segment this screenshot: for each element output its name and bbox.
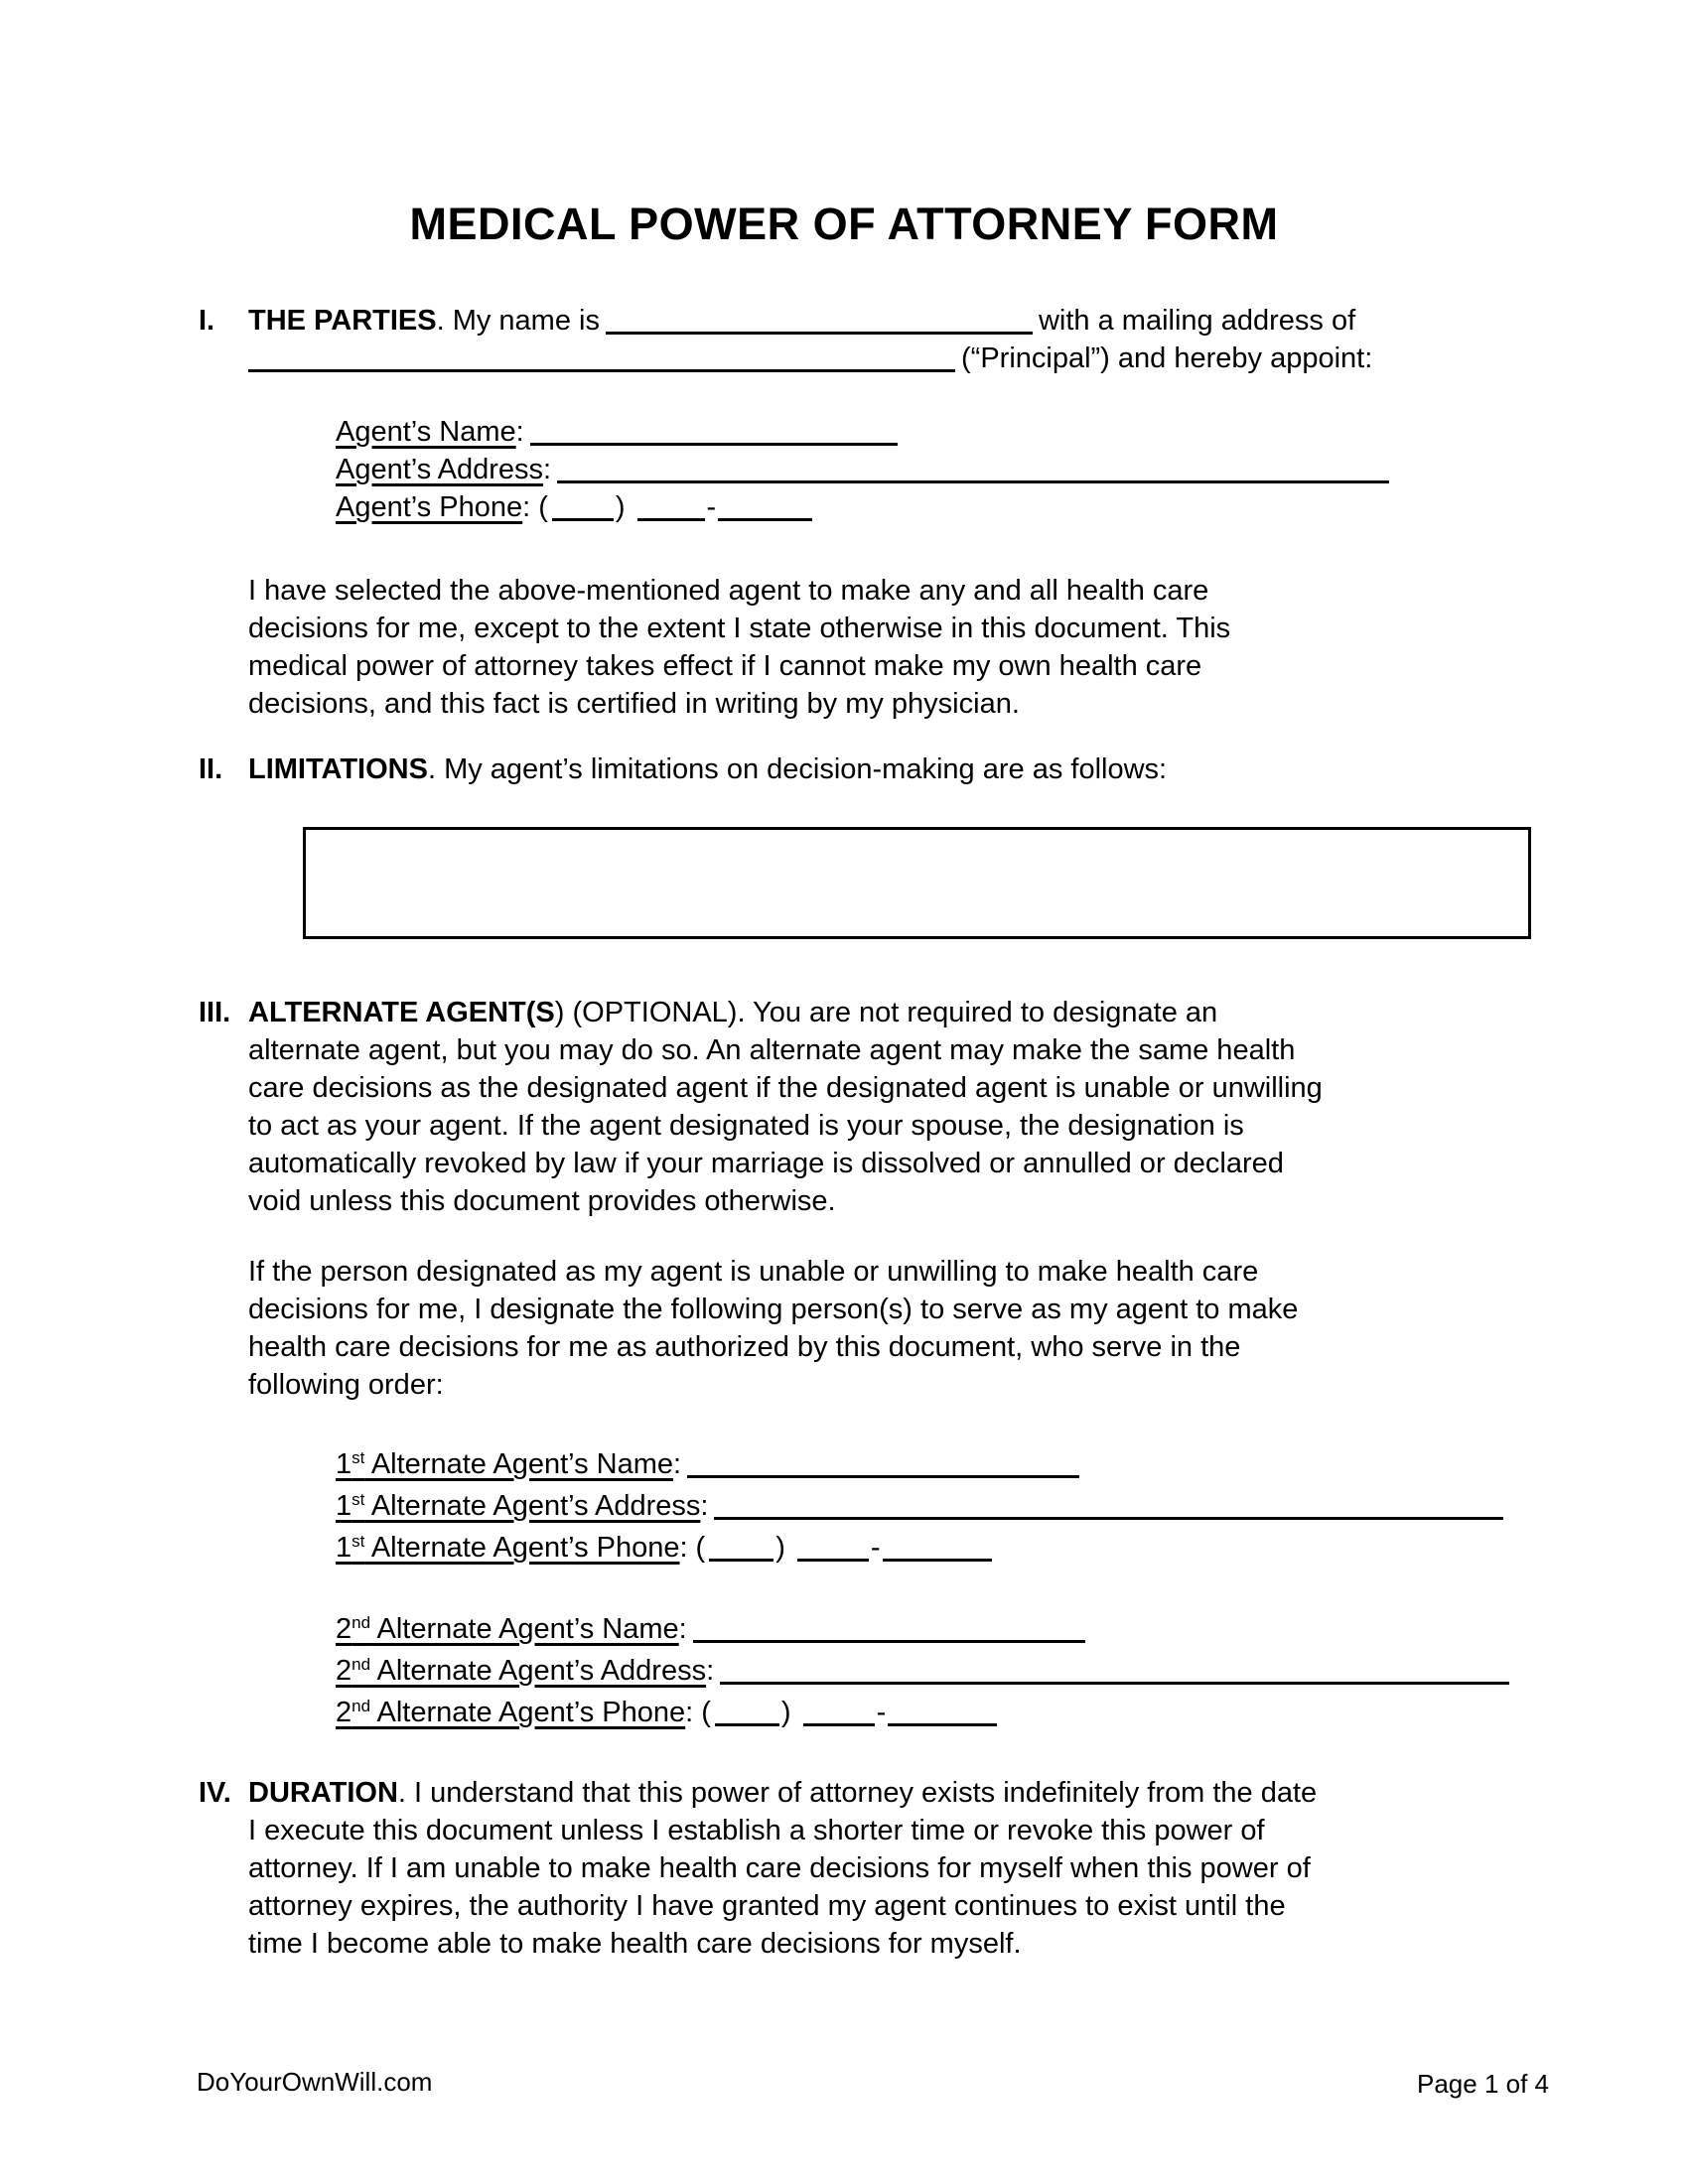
footer-site-name: DoYourOwnWill.com [197, 2067, 433, 2097]
second-alt-phone-area-blank[interactable] [715, 1719, 779, 1726]
parties-paragraph [248, 572, 1484, 723]
second-alt-phone-prefix-blank[interactable] [803, 1719, 875, 1726]
section-limitations-numeral: II. [199, 753, 223, 785]
section-alternate-numeral: III. [199, 997, 231, 1028]
agent-phone-prefix-blank[interactable] [637, 514, 705, 521]
agent-phone-line-blank[interactable] [718, 514, 812, 521]
agent-name-label: Agent’s Name [336, 416, 516, 448]
ordinal-suffix: nd [352, 1613, 371, 1632]
first-alt-name-label: 1st Alternate Agent’s Name [336, 1448, 673, 1480]
parties-line-2 [248, 340, 1484, 377]
colon: : [515, 416, 524, 448]
paragraph-line: following order: [248, 1369, 444, 1401]
second-alternate-agent-fields [248, 1610, 1484, 1735]
dash: - [706, 491, 717, 523]
paragraph-line: time I become able to make health care decisions for myself. [248, 1928, 1022, 1960]
second-alt-phone-row [336, 1694, 1484, 1735]
second-alt-address-row [336, 1652, 1484, 1694]
section-duration-heading: DURATION [248, 1777, 398, 1809]
paren-close: ) [775, 1532, 785, 1564]
paragraph-line: attorney expires, the authority I have granted my agent continues to exist until the [248, 1890, 1286, 1922]
paragraph-line: medical power of attorney takes effect if I cannot make my own health care [248, 650, 1202, 682]
duration-line1-rest: . I understand that this power of attorney exists indefinitely from the date [397, 1777, 1318, 1809]
duration-line-1 [248, 1774, 1484, 1812]
paren-open: ( [701, 1697, 711, 1728]
section-alternate-agents [199, 994, 1484, 1735]
first-alternate-agent-fields [248, 1445, 1484, 1570]
first-alt-name-row [336, 1445, 1484, 1487]
parties-lead-text: . My name is [436, 305, 600, 337]
colon: : [678, 1613, 687, 1645]
agent-phone-area-blank[interactable] [552, 514, 614, 521]
first-alt-phone-area-blank[interactable] [709, 1555, 774, 1562]
paragraph-line: void unless this document provides otherwise. [248, 1185, 836, 1217]
paren-close: ) [780, 1697, 791, 1728]
paragraph-line: decisions, and this fact is certified in writing by my physician. [248, 688, 1020, 720]
ordinal-suffix: nd [352, 1697, 371, 1715]
colon: : [706, 1655, 715, 1687]
section-parties-heading: THE PARTIES [248, 305, 437, 337]
parties-line1-tail: with a mailing address of [1038, 305, 1356, 337]
section-alternate-body [248, 994, 1484, 1735]
paragraph-line: If the person designated as my agent is unable or unwilling to make health care [248, 1256, 1259, 1288]
colon: : [672, 1448, 682, 1480]
limitations-heading-line [248, 751, 1484, 788]
principal-name-blank[interactable] [606, 328, 1033, 335]
second-alt-name-blank[interactable] [693, 1636, 1085, 1643]
agent-name-row [336, 413, 1484, 451]
colon: : [543, 454, 552, 485]
colon: : [522, 491, 531, 523]
colon: : [679, 1532, 688, 1564]
agent-address-row [336, 451, 1484, 488]
first-alt-phone-label: 1st Alternate Agent’s Phone [336, 1532, 680, 1564]
first-alt-address-row [336, 1487, 1484, 1529]
section-parties-body [248, 302, 1484, 723]
section-limitations [199, 751, 1484, 939]
second-alt-phone-label: 2nd Alternate Agent’s Phone [336, 1697, 686, 1728]
alternate-line-1 [248, 994, 1484, 1031]
parties-line2-tail: (“Principal”) and hereby appoint: [961, 342, 1373, 374]
agent-phone-label: Agent’s Phone [336, 491, 523, 523]
paragraph-line: decisions for me, except to the extent I state otherwise in this document. This [248, 613, 1231, 644]
limitations-lead-text: . My agent’s limitations on decision-making are as follows: [427, 753, 1168, 785]
principal-address-blank[interactable] [248, 365, 955, 372]
agent-phone-row [336, 488, 1484, 526]
colon: : [700, 1490, 709, 1522]
parties-line-1 [248, 302, 1484, 340]
dash: - [870, 1532, 881, 1564]
agent-fields [248, 413, 1484, 526]
limitations-input-box[interactable] [303, 827, 1531, 939]
ordinal-suffix: st [352, 1490, 365, 1509]
section-alternate-heading: ALTERNATE AGENT(S [248, 997, 555, 1028]
paragraph-line: I execute this document unless I establish a shorter time or revoke this power of [248, 1815, 1265, 1846]
paragraph-line: alternate agent, but you may do so. An alternate agent may make the same health [248, 1034, 1296, 1066]
ordinal-suffix: st [352, 1448, 365, 1467]
section-limitations-body [248, 751, 1484, 939]
second-alt-name-label: 2nd Alternate Agent’s Name [336, 1613, 679, 1645]
second-alt-name-row [336, 1610, 1484, 1652]
paragraph-line: I have selected the above-mentioned agent to make any and all health care [248, 575, 1209, 607]
dash: - [876, 1697, 887, 1728]
first-alt-phone-line-blank[interactable] [883, 1555, 992, 1562]
second-alt-phone-line-blank[interactable] [888, 1719, 997, 1726]
first-alt-name-blank[interactable] [687, 1471, 1079, 1478]
paragraph-line: attorney. If I am unable to make health care decisions for myself when this power of [248, 1852, 1311, 1884]
paragraph-line: decisions for me, I designate the following person(s) to serve as my agent to make [248, 1294, 1299, 1325]
paren-open: ( [538, 491, 548, 523]
first-alt-phone-row [336, 1529, 1484, 1570]
ordinal-suffix: st [352, 1532, 365, 1551]
agent-address-label: Agent’s Address [336, 454, 544, 485]
paragraph-line: automatically revoked by law if your marriage is dissolved or annulled or declared [248, 1148, 1284, 1179]
page-title: MEDICAL POWER OF ATTORNEY FORM [409, 199, 1279, 249]
paren-close: ) [615, 491, 626, 523]
section-duration-body [248, 1774, 1484, 1963]
paragraph-line: care decisions as the designated agent if the designated agent is unable or unwilling [248, 1072, 1323, 1104]
first-alt-phone-prefix-blank[interactable] [797, 1555, 869, 1562]
alternate-line1-rest: ) (OPTIONAL). You are not required to designate an [554, 997, 1218, 1028]
footer-page-indicator: Page 1 of 4 [1417, 2069, 1549, 2099]
first-alt-address-label: 1st Alternate Agent’s Address [336, 1490, 701, 1522]
paren-open: ( [695, 1532, 706, 1564]
paragraph-line: health care decisions for me as authorized by this document, who serve in the [248, 1331, 1241, 1363]
alternate-designation-paragraph [248, 1253, 1484, 1404]
first-alt-address-blank[interactable] [714, 1513, 1503, 1520]
section-duration [199, 1774, 1484, 1963]
section-limitations-heading: LIMITATIONS [248, 753, 428, 785]
agent-name-blank[interactable] [530, 439, 898, 446]
section-parties-numeral: I. [199, 305, 215, 337]
paragraph-line: to act as your agent. If the agent designated is your spouse, the designation is [248, 1110, 1244, 1142]
second-alt-address-label: 2nd Alternate Agent’s Address [336, 1655, 707, 1687]
ordinal-suffix: nd [352, 1655, 371, 1674]
section-parties [199, 302, 1484, 723]
agent-address-blank[interactable] [557, 477, 1389, 483]
second-alt-address-blank[interactable] [720, 1678, 1509, 1685]
section-duration-numeral: IV. [199, 1777, 231, 1809]
colon: : [685, 1697, 694, 1728]
document-body [0, 302, 1688, 1963]
